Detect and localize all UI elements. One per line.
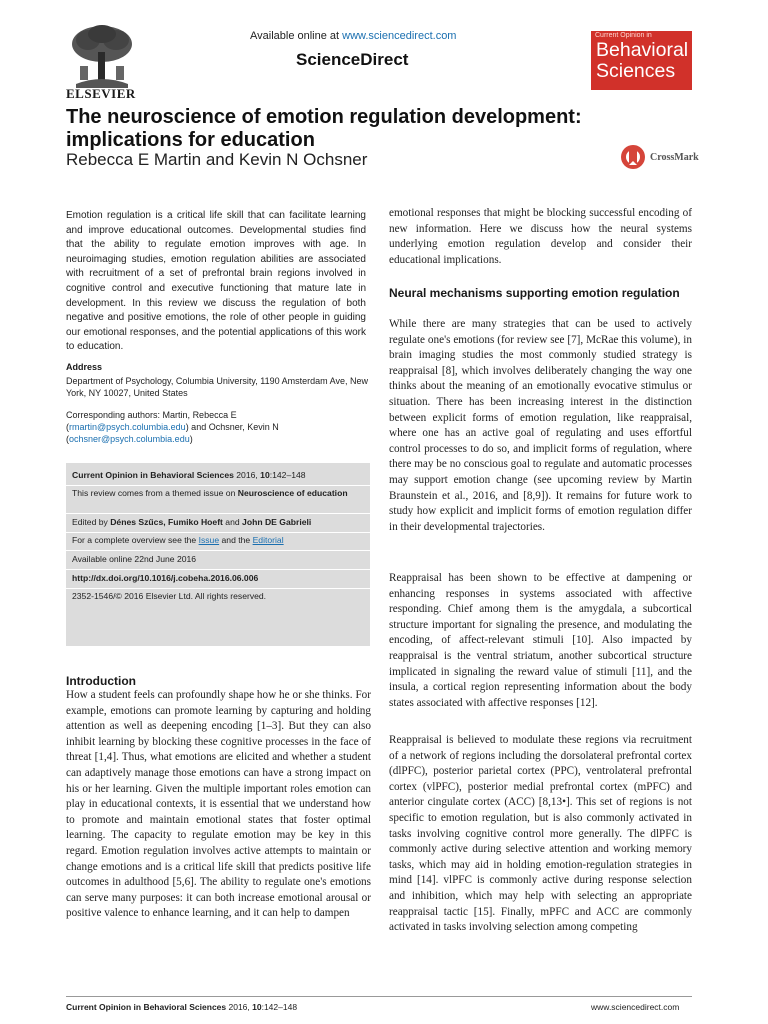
crossmark-label[interactable]: CrossMark bbox=[650, 152, 699, 163]
introduction-heading: Introduction bbox=[66, 674, 136, 688]
available-online-date: Available online 22nd June 2016 bbox=[72, 554, 197, 564]
article-title: The neuroscience of emotion regulation development: implications for education bbox=[66, 106, 582, 151]
editor-last: John DE Gabrieli bbox=[242, 517, 312, 527]
right-paragraph-4: Reappraisal is believed to modulate these regions via recruitment of a network of regions including the dorsolateral prefrontal cortex (dlPFC), posterior parietal cortex (PPC), ventrolateral prefrontal cortex (vlPFC), posterior medial prefrontal cortex (mPFC) and anterior cingulate cortex (ACC) [8,13•]. This set of regions is not specific to emotion regulation, but is also commonly activated in tasks involving cognitive control more generally. The dlPFC is commonly active during selective attention and working memory tasks, which may aid in holding emotion-regulation strategies in mind [14]. vlPFC is commonly active during response selection and inhibition, which may help with selecting an appropriate reappraisal tactic [15]. Finally, mPFC and ACC are commonly activated in tasks involving selection among competing bbox=[389, 734, 692, 934]
infobox-divider bbox=[66, 513, 370, 514]
footer-volume: 10 bbox=[252, 1002, 262, 1012]
corresponding-authors: Corresponding authors: Martin, Rebecca E (rmartin@psych.columbia.edu) and Ochsner, Kevin N (ochsner@psych.columbia.edu) bbox=[66, 410, 279, 444]
editors-and: and bbox=[222, 517, 243, 527]
doi-link[interactable]: http://dx.doi.org/10.1016/j.cobeha.2016.06.006 bbox=[72, 573, 259, 583]
right-paragraph-1: emotional responses that might be blocking successful encoding of new information. Here we discuss how the neural systems underlying emotion regulation develop and consider their educational implications. bbox=[389, 207, 692, 266]
themed-issue: Neuroscience of education bbox=[237, 488, 348, 498]
email-link-martin[interactable]: rmartin@psych.columbia.edu bbox=[69, 422, 186, 432]
article-authors: Rebecca E Martin and Kevin N Ochsner bbox=[66, 150, 368, 169]
address-heading: Address bbox=[66, 362, 103, 372]
article-info-box bbox=[66, 463, 370, 646]
edited-prefix: Edited by bbox=[72, 517, 111, 527]
infobox-volume: 10 bbox=[260, 470, 270, 480]
themed-prefix: This review comes from a themed issue on bbox=[72, 488, 238, 498]
footer-year: 2016, bbox=[226, 1002, 253, 1012]
corr-prefix: Corresponding authors: Martin, Rebecca E bbox=[66, 410, 237, 420]
infobox-divider bbox=[66, 588, 370, 589]
infobox-citation bbox=[72, 470, 364, 482]
available-online-line bbox=[250, 30, 456, 42]
infobox-journal: Current Opinion in Behavioral Sciences bbox=[72, 470, 234, 480]
footer-citation bbox=[66, 1002, 297, 1012]
sciencedirect-wordmark: ScienceDirect bbox=[296, 50, 409, 69]
right-paragraph-2: While there are many strategies that can be used to actively regulate one's emotions (for review see [7], McRae this volume), in brain imaging studies the most commonly studied strategy is reappraisal [8], which involves deliberately changing the way one thinks about the meaning of an emotionally evocative stimulus or situation. There has been increasing interest in the distinction between explicit forms of emotion regulation, like reappraisal, where one has an active goal of regulating and uses effortful control processes to do so, and implicit forms of regulation, where there may be no conscious goal to regulate and automatic processes may support emotion change (see upcoming review by Martin Braunstein et al., 2016, and [8,9]). It remains for future work to study how explicit and implicit forms of emotion regulation differ in their developmental trajectories. bbox=[389, 318, 692, 533]
footer-journal: Current Opinion in Behavioral Sciences bbox=[66, 1002, 227, 1012]
corr-suffix: ) bbox=[189, 434, 193, 444]
editors-names: Dénes Szűcs, Fumiko Hoeft bbox=[110, 517, 223, 527]
journal-badge-line2: Sciences bbox=[596, 60, 676, 82]
infobox-year: 2016, bbox=[233, 470, 261, 480]
infobox-divider bbox=[66, 532, 370, 533]
publisher-name: ELSEVIER bbox=[66, 86, 136, 101]
elsevier-tree-logo bbox=[66, 22, 138, 92]
journal-badge-small: Current Opinion in bbox=[595, 32, 652, 39]
introduction-text: How a student feels can profoundly shape how he or she thinks. For example, emotions can promote learning by capturing and holding attention as well as deepening encoding [1–3]. But they can also inhibit learning by blocking these cognitive processes in the face of threat [1,4]. Thus, what emotions are elicited and whether a student can adaptively manage those emotions can have a strong impact on his or her learning. Given the multiple important roles emotion can play in educational contexts, it is essential that we understand how to promote and maintain emotional states that foster optimal learning. The capacity to regulate emotion may be key in this regard. Emotion regulation involves active attempts to maintain or change emotions and is a critical life skill that predicts positive life outcomes in adulthood [5,6]. The ability to regulate one's emotions can serve many purposes: it can both increase emotional arousal or positive valence to enhance learning, and it can help to dampen bbox=[66, 689, 371, 920]
journal-badge-line1: Behavioral bbox=[596, 39, 689, 61]
copyright-line: 2352-1546/© 2016 Elsevier Ltd. All rights reserved. bbox=[72, 591, 267, 601]
overview-prefix: For a complete overview see the bbox=[72, 535, 199, 545]
editorial-link[interactable]: Editorial bbox=[252, 535, 284, 545]
infobox-themed bbox=[72, 488, 364, 500]
footer-pages: :142–148 bbox=[261, 1002, 298, 1012]
right-paragraph-3: Reappraisal has been shown to be effective at dampening or enhancing responses in systems associated with affective responding. Chief among them is the amygdala, a subcortical structure important for signaling the presence, and modulating the encoding, of affect-relevant stimuli [10]. Also impacted by reappraisal is the ventral striatum, another subcortical structure implicated in signaling the reward value of stimuli [11], and the insula, a cortical region representing information about the body states associated with affective responses [12]. bbox=[389, 572, 692, 709]
sciencedirect-link[interactable]: www.sciencedirect.com bbox=[342, 30, 457, 42]
abstract-text: Emotion regulation is a critical life skill that can facilitate learning and improve educational outcomes. Developmental studies find that the ability to regulate emotion improves with age. In neuroimaging studies, emotion regulation abilities are associated with recruitment of a set of prefrontal brain regions involved in cognitive control and executive functioning that mature late in development. In this review we discuss the regulation of both negative and positive emotions, the role of other people in guiding our emotional responses, and the potential applications of this work to education. bbox=[66, 210, 366, 353]
overview-and: and the bbox=[219, 535, 253, 545]
neural-mechanisms-heading: Neural mechanisms supporting emotion regulation bbox=[389, 286, 680, 300]
infobox-divider bbox=[66, 569, 370, 570]
infobox-editors bbox=[72, 517, 364, 529]
infobox-overview bbox=[72, 535, 364, 547]
email-link-ochsner[interactable]: ochsner@psych.columbia.edu bbox=[69, 434, 190, 444]
infobox-divider bbox=[66, 485, 370, 486]
corr-mid: ) and Ochsner, Kevin N bbox=[185, 422, 279, 432]
infobox-pages: :142–148 bbox=[269, 470, 306, 480]
infobox-divider bbox=[66, 550, 370, 551]
address-text: Department of Psychology, Columbia University, 1190 Amsterdam Ave, New York, NY 10027, United States bbox=[66, 376, 368, 398]
footer-divider bbox=[66, 996, 692, 997]
journal-badge bbox=[591, 31, 692, 90]
issue-link[interactable]: Issue bbox=[198, 535, 220, 545]
footer-website[interactable]: www.sciencedirect.com bbox=[591, 1002, 680, 1012]
available-prefix: Available online at bbox=[250, 30, 343, 42]
